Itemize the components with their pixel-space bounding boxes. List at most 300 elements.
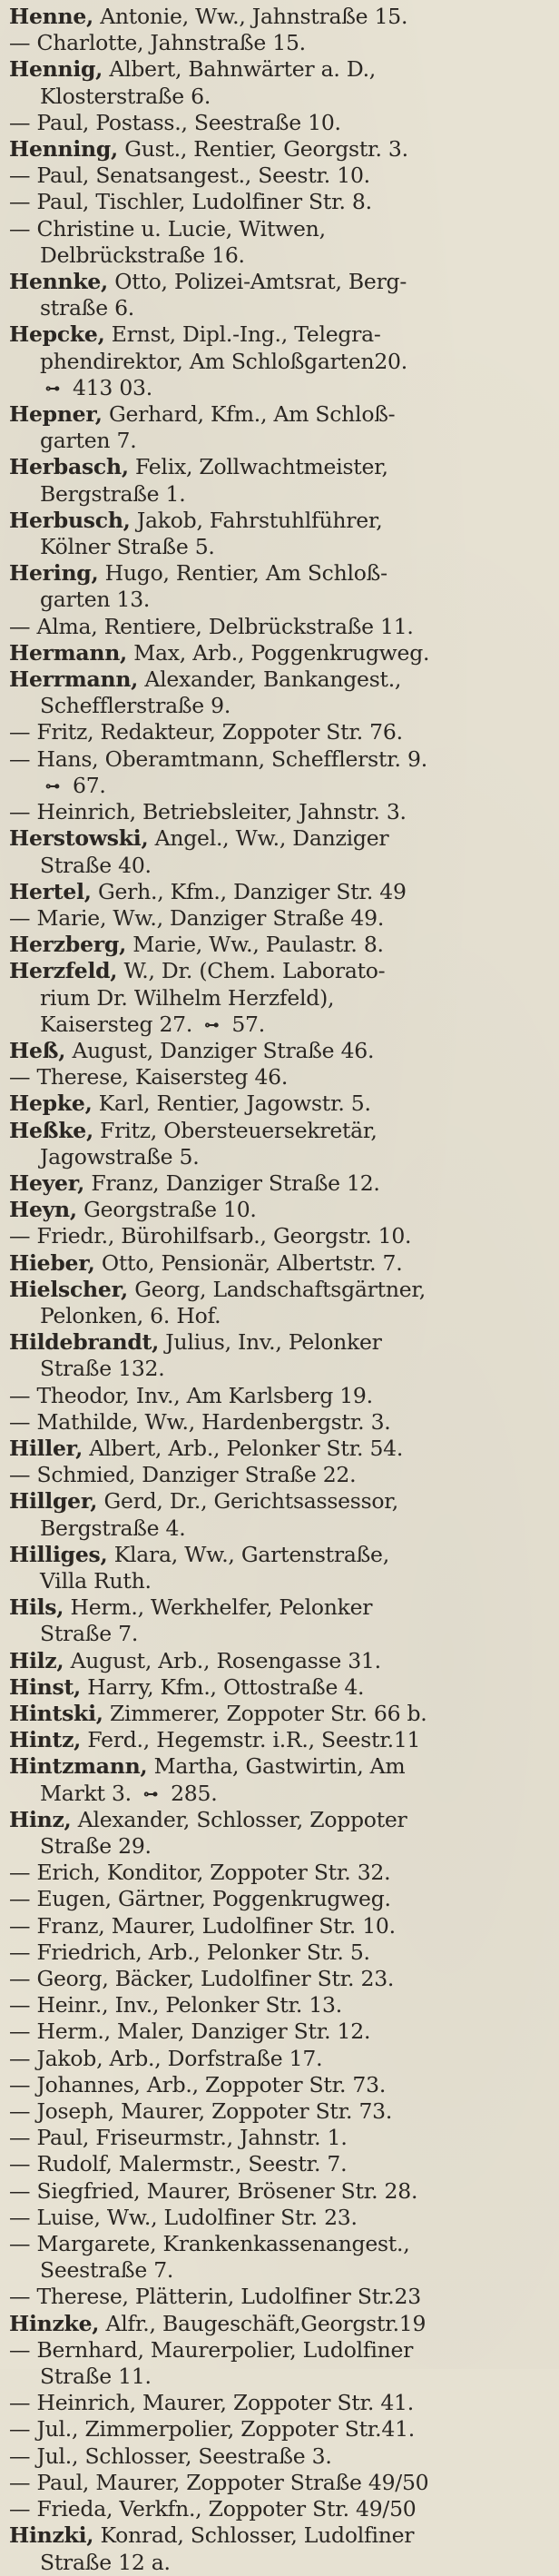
entry-first-line [9,508,548,534]
directory-entry [9,825,548,878]
entry-text: garten 13. [40,587,151,613]
entry-continuation-line [9,1303,548,1329]
surname: Hering, [9,560,99,587]
surname: Hepke, [9,1091,93,1117]
entry-text: — Alma, Rentiere, Delbrückstraße 11. [9,613,414,639]
entry-first-line [9,2205,548,2231]
entry-first-line [9,2390,548,2416]
directory-entry [9,1648,548,1674]
entry-text: — Paul, Maurer, Zoppoter Straße 49/50 [9,2469,429,2495]
entry-text: Marie, Ww., Paulastr. 8. [132,932,384,958]
entry-first-line [9,560,548,587]
directory-entry [9,216,548,269]
directory-entry [9,2496,548,2522]
entry-text: — Friedrich, Arb., Pelonker Str. 5. [9,1939,370,1965]
directory-entry [9,1992,548,2018]
entry-text: — Christine u. Lucie, Witwen, [9,215,326,242]
entry-first-line [9,189,548,215]
entry-first-line [9,614,548,640]
phone-icon: ⊶ [45,776,60,795]
surname: Hepner, [9,401,103,428]
entry-first-line [9,136,548,163]
entry-text: Angel., Ww., Danziger [154,825,389,852]
entry-text: Kölner Straße 5. [40,534,215,560]
surname: Hieber, [9,1249,95,1276]
directory-entry [9,2284,548,2310]
entry-text: Jakob, Fahrstuhlführer, [136,507,383,533]
entry-text: Klara, Ww., Gartenstraße, [113,1541,389,1567]
entry-first-line [9,2284,548,2310]
entry-text: Seestraße 7. [40,2257,174,2284]
entry-first-line [9,216,548,242]
entry-continuation-line [9,375,548,401]
entry-first-line [9,1807,548,1833]
directory-entry [9,1701,548,1727]
entry-text: Jagowstraße 5. [40,1143,200,1170]
entry-first-line [9,1860,548,1886]
entry-first-line [9,1436,548,1462]
directory-entry [9,1462,548,1488]
phone-number: 67. [73,772,106,798]
entry-text: Felix, Zollwachtmeister, [135,454,388,480]
entry-first-line [9,2018,548,2045]
entry-first-line [9,958,548,984]
entry-first-line [9,1277,548,1303]
entry-first-line [9,1992,548,2018]
entry-first-line [9,1966,548,1992]
entry-text: — Schmied, Danziger Straße 22. [9,1462,357,1488]
entry-text: Alexander, Schlosser, Zoppoter [77,1806,407,1832]
entry-first-line [9,1886,548,1912]
entry-text: — Therese, Kaisersteg 46. [9,1064,289,1091]
entry-text: — Bernhard, Maurerpolier, Ludolfiner [9,2336,414,2363]
entry-text: Delbrückstraße 16. [40,242,245,268]
entry-text: Straße 40. [40,852,152,878]
directory-entry [9,1939,548,1966]
directory-entry [9,1118,548,1170]
directory-entry [9,2470,548,2496]
address-directory-list [9,4,548,2576]
entry-text: Gerh., Kfm., Danziger Str. 49 [97,878,407,904]
directory-entry [9,2231,548,2284]
directory-entry [9,189,548,215]
entry-continuation-line [9,773,548,799]
entry-first-line [9,1038,548,1064]
directory-entry [9,2072,548,2098]
entry-text: — Friedr., Bürohilfsarb., Georgstr. 10. [9,1223,412,1249]
surname: Hintski, [9,1701,103,1726]
entry-text: — Eugen, Gärtner, Poggenkrugweg. [9,1886,391,1912]
directory-entry [9,560,548,613]
surname: Hepcke, [9,321,105,348]
surname: Hennig, [9,56,103,83]
entry-text: — Georg, Bäcker, Ludolfiner Str. 23. [9,1966,395,1992]
entry-first-line [9,454,548,480]
entry-first-line [9,905,548,932]
entry-text: Straße 12 a. [40,2549,171,2575]
entry-first-line [9,2470,548,2496]
entry-text: Karl, Rentier, Jagowstr. 5. [98,1091,371,1117]
surname: Herrmann, [9,666,139,693]
surname: Hilz, [9,1647,64,1673]
directory-entry [9,2018,548,2045]
entry-first-line [9,2046,548,2072]
directory-entry [9,1594,548,1647]
entry-text: — Paul, Senatsangest., Seestr. 10. [9,163,370,189]
entry-continuation-line [9,2257,548,2284]
surname: Heyn, [9,1197,77,1223]
entry-first-line [9,1170,548,1197]
surname: Heß, [9,1037,66,1063]
entry-continuation-line [9,349,548,375]
entry-continuation-line [9,985,548,1012]
entry-continuation-line [9,1144,548,1170]
entry-text: — Paul, Tischler, Ludolfiner Str. 8. [9,189,372,215]
entry-text: — Marie, Ww., Danziger Straße 49. [9,904,385,931]
entry-first-line [9,1462,548,1488]
entry-first-line [9,1648,548,1674]
entry-first-line [9,1542,548,1568]
surname: Heyer, [9,1170,85,1196]
entry-text: Straße 29. [40,1833,152,1860]
entry-first-line [9,640,548,666]
directory-entry [9,163,548,189]
directory-entry [9,4,548,30]
entry-first-line [9,110,548,136]
directory-entry [9,2522,548,2575]
directory-entry [9,1197,548,1223]
entry-first-line [9,825,548,852]
entry-text: Bergstraße 4. [40,1515,186,1541]
entry-first-line [9,1488,548,1515]
directory-entry [9,1913,548,1939]
directory-entry [9,1250,548,1277]
surname: Hinz, [9,1806,72,1832]
entry-text: Gerhard, Kfm., Am Schloß- [108,401,396,428]
entry-text: phendirektor, Am Schloßgarten20. [40,348,407,374]
directory-entry [9,2098,548,2125]
surname: Herzberg, [9,932,127,958]
entry-text: Alfr., Baugeschäft,Georgstr.19 [105,2310,427,2336]
entry-text: Julius, Inv., Pelonker [165,1329,382,1356]
surname: Hintz, [9,1727,82,1753]
entry-first-line [9,799,548,825]
entry-first-line [9,2231,548,2257]
entry-text: — Heinr., Inv., Pelonker Str. 13. [9,1992,342,2018]
entry-first-line [9,2522,548,2549]
directory-entry [9,1966,548,1992]
directory-entry [9,454,548,507]
phone-number: 413 03. [73,374,152,400]
entry-first-line [9,1939,548,1966]
entry-text: — Siegfried, Maurer, Brösener Str. 28. [9,2177,418,2204]
entry-first-line [9,2072,548,2098]
directory-entry [9,508,548,560]
entry-first-line [9,1701,548,1727]
entry-first-line [9,1329,548,1356]
entry-continuation-line [9,693,548,719]
entry-text: — Joseph, Maurer, Zoppoter Str. 73. [9,2098,393,2125]
directory-entry [9,269,548,321]
entry-text: — Johannes, Arb., Zoppoter Str. 73. [9,2071,387,2097]
entry-text: Georg, Landschaftsgärtner, [134,1276,426,1302]
entry-text: straße 6. [40,295,134,321]
surname: Henne, [9,4,93,29]
entry-first-line [9,1409,548,1436]
entry-first-line [9,2098,548,2125]
surname: Hilliges, [9,1541,108,1567]
entry-text: — Jakob, Arb., Dorfstraße 17. [9,2045,323,2071]
entry-text: — Erich, Konditor, Zoppoter Str. 32. [9,1860,391,1886]
entry-text: Max, Arb., Poggenkrugweg. [133,639,430,666]
entry-text: — Herm., Maler, Danziger Str. 12. [9,2018,371,2045]
entry-text: — Hans, Oberamtmann, Schefflerstr. 9. [9,745,427,772]
directory-entry [9,1807,548,1860]
entry-continuation-line [9,1833,548,1860]
entry-text: Herm., Werkhelfer, Pelonker [70,1594,373,1621]
entry-text: Schefflerstraße 9. [40,693,231,719]
directory-entry [9,401,548,454]
entry-text: Straße 7. [40,1621,139,1647]
entry-first-line [9,1753,548,1780]
directory-entry [9,879,548,905]
directory-entry [9,719,548,745]
entry-first-line [9,719,548,745]
entry-text: Alexander, Bankangest., [144,666,402,693]
entry-first-line [9,746,548,773]
entry-text: — Heinrich, Maurer, Zoppoter Str. 41. [9,2390,414,2416]
directory-entry [9,2046,548,2072]
directory-entry [9,2390,548,2416]
entry-text: August, Danziger Straße 46. [72,1037,375,1063]
directory-entry [9,1091,548,1117]
entry-text: — Paul, Postass., Seestraße 10. [9,109,341,135]
surname: Hinzki, [9,2522,94,2549]
surname: Herbusch, [9,507,131,533]
entry-text: Markt 3. [40,1780,139,1806]
entry-text: — Theodor, Inv., Am Karlsberg 19. [9,1382,373,1408]
entry-text: — Jul., Zimmerpolier, Zoppoter Str.41. [9,2416,416,2443]
entry-text: Konrad, Schlosser, Ludolfiner [100,2522,415,2549]
entry-text: Ferd., Hegemstr. i.R., Seestr.11 [87,1727,421,1753]
surname: Hermann, [9,639,127,666]
entry-first-line [9,1064,548,1091]
entry-continuation-line [9,1356,548,1382]
entry-continuation-line [9,1515,548,1542]
entry-text: Fritz, Obersteuersekretär, [100,1117,378,1143]
entry-first-line [9,1118,548,1144]
entry-continuation-line [9,242,548,269]
entry-continuation-line [9,1568,548,1594]
entry-first-line [9,666,548,693]
entry-text: Villa Ruth. [40,1567,152,1594]
entry-continuation-line [9,853,548,879]
directory-entry [9,1860,548,1886]
directory-entry [9,958,548,1038]
phone-icon: ⊶ [143,1784,158,1802]
entry-text: Harry, Kfm., Ottostraße 4. [87,1673,365,1700]
surname: Hielscher, [9,1276,128,1302]
directory-entry [9,110,548,136]
entry-first-line [9,401,548,428]
entry-first-line [9,1197,548,1223]
entry-text: Kaisersteg 27. [40,1011,200,1037]
entry-text: Ernst, Dipl.-Ing., Telegra- [111,321,381,348]
directory-entry [9,2151,548,2177]
entry-text: rium Dr. Wilhelm Herzfeld), [40,984,335,1011]
entry-first-line [9,1383,548,1409]
entry-text: Straße 132. [40,1356,165,1382]
entry-first-line [9,1250,548,1277]
entry-text: — Margarete, Krankenkassenangest., [9,2231,410,2257]
directory-entry [9,30,548,56]
surname: Herbasch, [9,454,129,480]
entry-text: — Charlotte, Jahnstraße 15. [9,30,306,56]
entry-text: — Heinrich, Betriebsleiter, Jahnstr. 3. [9,799,407,825]
surname: Hinst, [9,1673,81,1700]
entry-text: Martha, Gastwirtin, Am [153,1753,406,1780]
directory-entry [9,666,548,719]
entry-first-line [9,2311,548,2337]
surname: Hils, [9,1594,64,1621]
surname: Hertel, [9,878,92,904]
entry-continuation-line [9,295,548,321]
entry-first-line [9,2416,548,2443]
entry-first-line [9,2178,548,2205]
entry-text: Zimmerer, Zoppoter Str. 66 b. [109,1701,427,1726]
entry-text: — Rudolf, Malermstr., Seestr. 7. [9,2151,348,2177]
directory-entry [9,1064,548,1091]
entry-text: Straße 11. [40,2364,152,2390]
directory-entry [9,2125,548,2151]
entry-text: Otto, Polizei-Amtsrat, Berg- [114,269,407,295]
entry-first-line [9,1674,548,1701]
surname: Heßke, [9,1117,93,1143]
entry-text: Georgstraße 10. [83,1197,257,1223]
entry-first-line [9,879,548,905]
directory-entry [9,1753,548,1806]
directory-entry [9,1383,548,1409]
entry-first-line [9,2496,548,2522]
entry-text: — Luise, Ww., Ludolfiner Str. 23. [9,2204,358,2230]
entry-continuation-line [9,84,548,110]
directory-entry [9,2311,548,2337]
directory-entry [9,905,548,932]
entry-continuation-line [9,481,548,508]
surname: Hennke, [9,269,108,295]
entry-text: Gust., Rentier, Georgstr. 3. [124,136,408,163]
surname: Hillger, [9,1488,98,1515]
entry-text: Gerd, Dr., Gerichtsassessor, [103,1488,398,1515]
entry-text: Albert, Arb., Pelonker Str. 54. [89,1435,404,1461]
directory-entry [9,136,548,163]
entry-first-line [9,30,548,56]
directory-entry [9,1329,548,1382]
surname: Hintzmann, [9,1753,148,1780]
surname: Herzfeld, [9,958,118,984]
directory-entry [9,746,548,799]
surname: Herstowski, [9,825,149,852]
entry-text: Klosterstraße 6. [40,83,211,109]
entry-first-line [9,1223,548,1249]
entry-text: Pelonken, 6. Hof. [40,1302,221,1328]
directory-entry [9,2205,548,2231]
surname: Hiller, [9,1435,83,1461]
directory-entry [9,932,548,958]
directory-entry [9,56,548,109]
entry-first-line [9,2443,548,2470]
phone-number: 285. [171,1780,218,1806]
directory-entry [9,1542,548,1594]
entry-text: — Therese, Plätterin, Ludolfiner Str.23 [9,2284,421,2310]
entry-text: — Fritz, Redakteur, Zoppoter Str. 76. [9,719,403,745]
directory-entry [9,2416,548,2443]
directory-entry [9,1409,548,1436]
phone-icon: ⊶ [204,1015,220,1033]
entry-first-line [9,56,548,83]
entry-first-line [9,269,548,295]
entry-text: — Jul., Schlosser, Seestraße 3. [9,2443,332,2469]
entry-first-line [9,1594,548,1621]
entry-text: Bergstraße 1. [40,480,186,507]
entry-text: W., Dr. (Chem. Laborato- [123,958,386,984]
directory-entry [9,799,548,825]
directory-entry [9,1436,548,1462]
entry-continuation-line [9,428,548,454]
directory-entry [9,1488,548,1541]
entry-continuation-line [9,2364,548,2390]
entry-continuation-line [9,1781,548,1807]
entry-text: — Paul, Friseurmstr., Jahnstr. 1. [9,2125,348,2151]
entry-first-line [9,2337,548,2364]
entry-text: Albert, Bahnwärter a. D., [109,56,377,83]
phone-icon: ⊶ [45,379,60,397]
directory-entry [9,1886,548,1912]
entry-text: — Frieda, Verkfn., Zoppoter Str. 49/50 [9,2496,417,2522]
entry-continuation-line [9,1621,548,1647]
entry-text: — Mathilde, Ww., Hardenbergstr. 3. [9,1408,391,1435]
directory-entry [9,2337,548,2390]
entry-text: Antonie, Ww., Jahnstraße 15. [100,4,408,29]
entry-first-line [9,2151,548,2177]
surname: Hildebrandt, [9,1329,160,1356]
entry-first-line [9,1091,548,1117]
entry-text: August, Arb., Rosengasse 31. [70,1647,381,1673]
entry-text: Franz, Danziger Straße 12. [91,1170,380,1196]
entry-first-line [9,1727,548,1753]
entry-text: garten 7. [40,428,137,454]
entry-first-line [9,321,548,348]
directory-entry [9,1038,548,1064]
entry-text: Otto, Pensionär, Albertstr. 7. [101,1249,403,1276]
entry-continuation-line [9,587,548,613]
surname: Hinzke, [9,2310,100,2336]
entry-continuation-line [9,2550,548,2576]
directory-entry [9,1170,548,1197]
directory-entry [9,1727,548,1753]
entry-first-line [9,163,548,189]
entry-first-line [9,932,548,958]
directory-entry [9,2443,548,2470]
entry-text: — Franz, Maurer, Ludolfiner Str. 10. [9,1912,396,1939]
directory-entry [9,321,548,401]
surname: Henning, [9,136,118,163]
directory-entry [9,640,548,666]
entry-continuation-line [9,1012,548,1038]
entry-first-line [9,4,548,30]
directory-entry [9,1674,548,1701]
directory-entry [9,614,548,640]
